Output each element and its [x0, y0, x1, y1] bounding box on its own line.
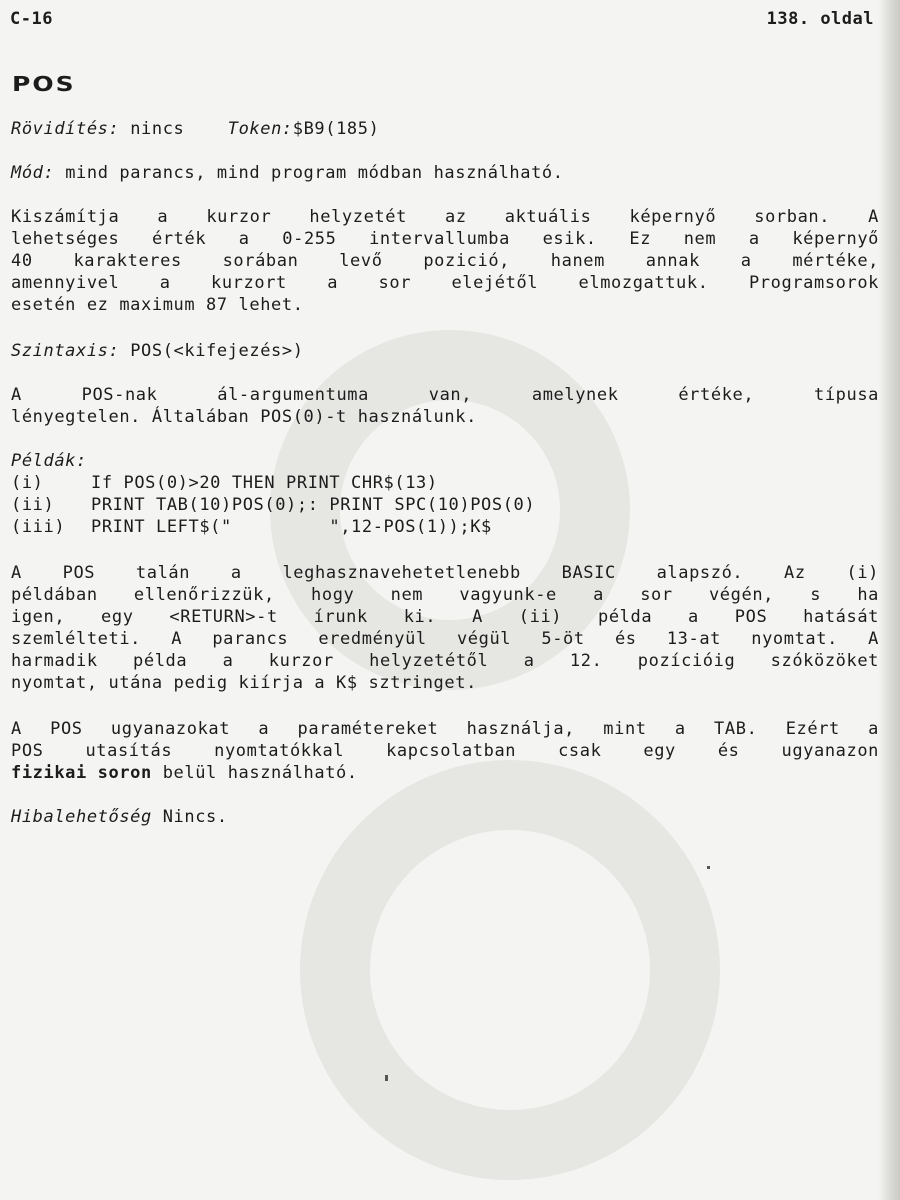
example-item — [11, 516, 879, 538]
syntax-line — [11, 340, 879, 362]
abbrev-label: Rövidítés: — [11, 119, 120, 139]
errors-value: Nincs. — [162, 807, 228, 827]
desc-line: lehetséges érték a 0-255 intervallumba esik. Ez nem a képernyő — [11, 229, 879, 249]
desc-line: amennyivel a kurzort a sor elejétől elmozgattuk. Programsorok — [11, 273, 879, 293]
desc-line: Kiszámítja a kurzor helyzetét az aktuális képernyő sorban. A — [11, 207, 879, 227]
argument-line: lényegtelen. Általában POS(0)-t használunk. — [11, 407, 477, 427]
desc-line: 40 karakteres sorában levő pozició, hanem annak a mértéke, — [11, 251, 879, 271]
page-title: POS — [12, 72, 76, 96]
page-number: 138. oldal — [766, 9, 874, 29]
example-code: If POS(0)>20 THEN PRINT CHR$(13) — [91, 473, 438, 493]
page-edge-shadow — [878, 0, 900, 1200]
mode-label: Mód: — [11, 163, 55, 183]
token-value: $B9(185) — [292, 119, 380, 139]
syntax-label: Szintaxis: — [11, 341, 120, 361]
example-code: PRINT TAB(10)POS(0);: PRINT SPC(10)POS(0) — [91, 495, 536, 515]
explanation-line: harmadik példa a kurzor helyzetétől a 12. pozícióig szóközöket — [11, 651, 879, 671]
explanation-line: A POS talán a leghasznavehetetlenebb BASIC alapszó. Az (i) — [11, 563, 879, 583]
example-item — [11, 494, 879, 516]
explanation-line: nyomtat, utána pedig kiírja a K$ sztringet. — [11, 673, 477, 693]
page-code: C-16 — [10, 9, 53, 29]
explanation-line: szemlélteti. A parancs eredményül végül 5-öt és 13-at nyomtat. A — [11, 629, 879, 649]
syntax-value: POS(<kifejezés>) — [130, 341, 304, 361]
abbreviation-line — [11, 118, 879, 140]
tab-note-rest: belül használható. — [162, 763, 358, 783]
tab-note-bold: fizikai soron — [11, 763, 152, 783]
argument-line: A POS-nak ál-argumentuma van, amelynek értéke, típusa — [11, 385, 879, 405]
example-number: (iii) — [11, 517, 66, 537]
example-code: PRINT LEFT$(" ",12-POS(1));K$ — [91, 517, 492, 537]
mode-line — [11, 162, 879, 184]
tab-note-line: A POS ugyanazokat a paramétereket használja, mint a TAB. Ezért a — [11, 719, 879, 739]
explanation-line: példában ellenőrizzük, hogy nem vagyunk-e a sor végén, s ha — [11, 585, 879, 605]
example-number: (ii) — [11, 495, 55, 515]
abbrev-value: nincs — [130, 119, 185, 139]
tab-note-line: POS utasítás nyomtatókkal kapcsolatban csak egy és ugyanazon — [11, 741, 879, 761]
token-label: Token: — [227, 119, 293, 139]
scan-speck — [385, 1075, 388, 1081]
mode-value: mind parancs, mind program módban használható. — [65, 163, 564, 183]
errors-line — [11, 806, 879, 828]
tab-note-line — [11, 762, 879, 784]
scan-speck — [707, 866, 710, 869]
example-item — [11, 472, 879, 494]
errors-label: Hibalehetőség — [11, 807, 152, 827]
examples-label: Példák: — [11, 451, 87, 471]
example-number: (i) — [11, 473, 44, 493]
explanation-line: igen, egy <RETURN>-t írunk ki. A (ii) példa a POS hatását — [11, 607, 879, 627]
desc-line: esetén ez maximum 87 lehet. — [11, 295, 304, 315]
